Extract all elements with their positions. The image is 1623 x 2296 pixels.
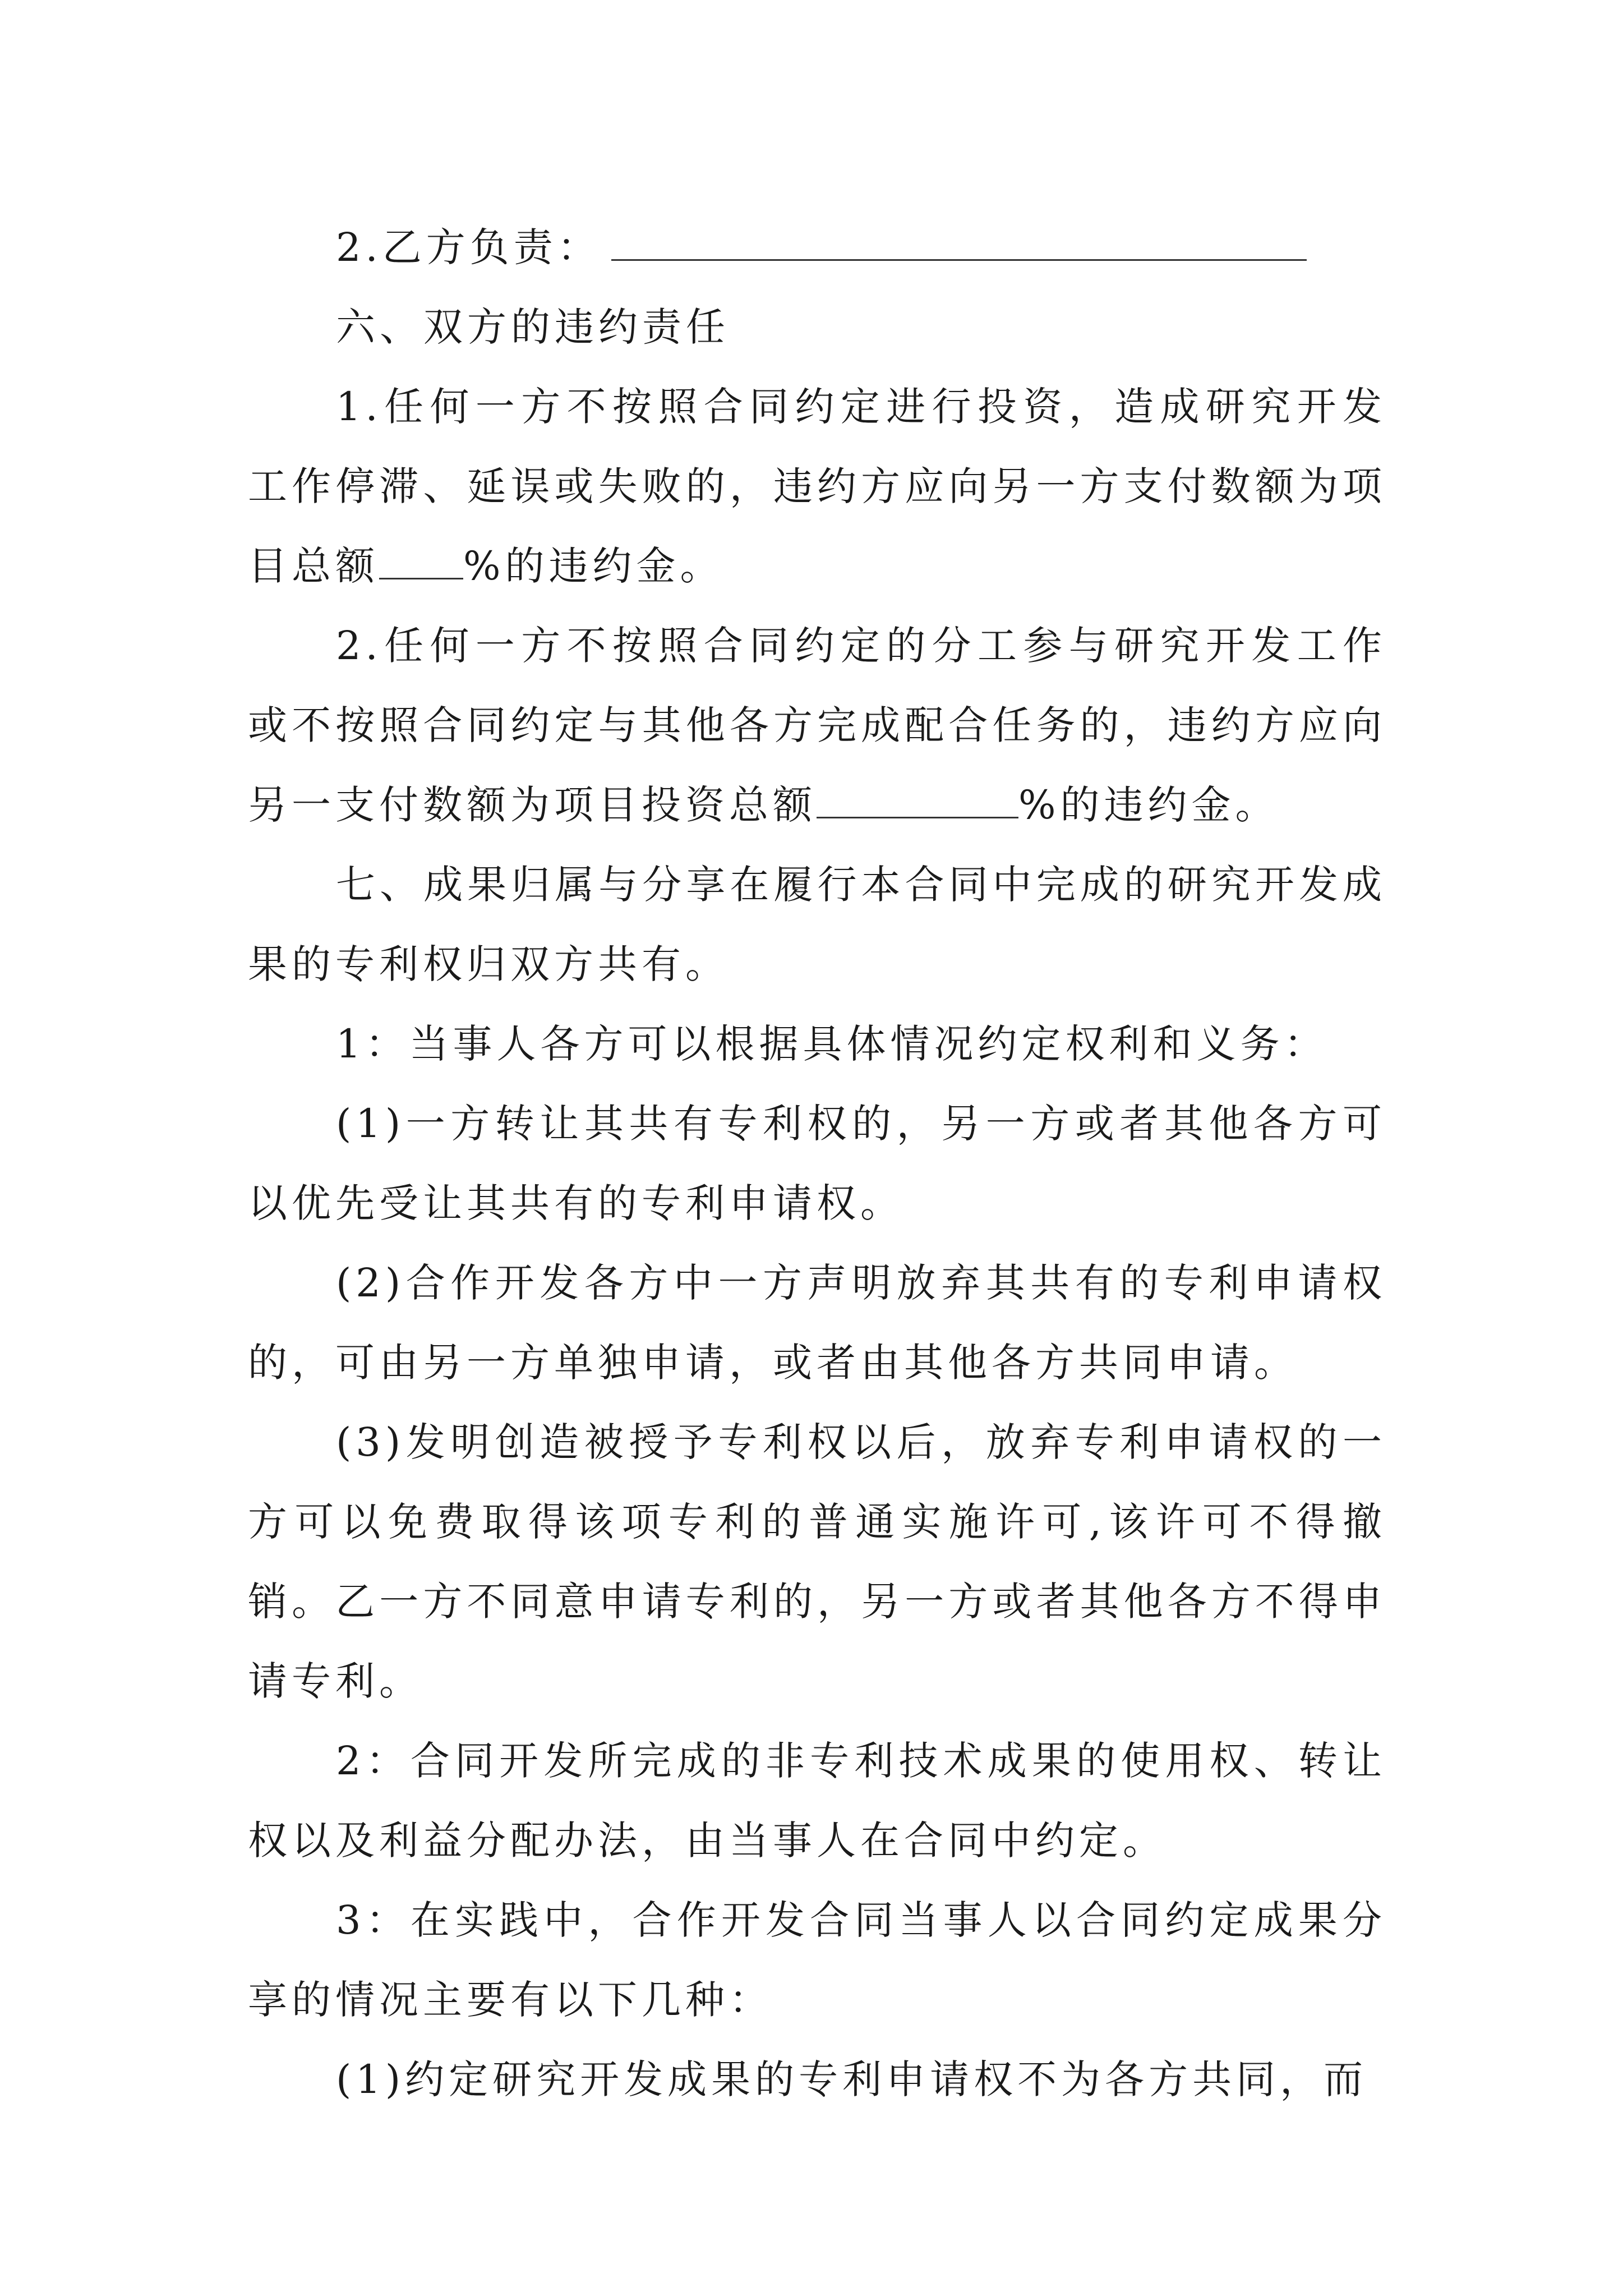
section-breach-liability-heading: 六、双方的违约责任 bbox=[336, 304, 730, 350]
clause-sharing-practice: 3：在实践中，合作开发合同当事人以合同约定成果分享的情况主要有以下几种： bbox=[248, 1897, 1386, 2023]
clause-investment-breach-text: 1.任何一方不按照合同约定进行投资，造成研究开发工作停滞、延误或失败的，违约方应向另一方支付数额为项目总额 bbox=[248, 384, 1386, 589]
clause-party-b-responsibility bbox=[248, 208, 1386, 287]
clause-cooperation-breach-text: 2.任何一方不按照合同约定的分工参与研究开发工作或不按照合同约定与其他各方完成配合任务的，违约方应向另一支付数额为项目投资总额 bbox=[248, 623, 1386, 828]
clause-waive-application: (2)合作开发各方中一方声明放弃其共有的专利申请权的，可由另一方单独申请，或者由其他各方共同申请。 bbox=[248, 1260, 1386, 1386]
clause-investment-breach bbox=[248, 367, 1386, 606]
investment-penalty-percent-blank[interactable] bbox=[379, 539, 463, 579]
clause-transfer-priority: (1)一方转让其共有专利权的，另一方或者其他各方可以优先受让其共有的专利申请权。 bbox=[248, 1101, 1386, 1226]
clause-free-license: (3)发明创造被授予专利权以后，放弃专利申请权的一方可以免费取得该项专利的普通实施许可,该许可不得撤销。乙一方不同意申请专利的，另一方或者其他各方不得申请专利。 bbox=[248, 1419, 1386, 1704]
clause-rights-obligations: 1：当事人各方可以根据具体情况约定权利和义务： bbox=[336, 1021, 1328, 1067]
clause-cooperation-breach bbox=[248, 606, 1386, 845]
document-page bbox=[248, 208, 1386, 2119]
party-b-blank-line[interactable] bbox=[611, 220, 1307, 261]
cooperation-penalty-percent-blank[interactable] bbox=[817, 777, 1018, 818]
clause-non-patent-results: 2：合同开发所完成的非专利技术成果的使用权、转让权以及利益分配办法，由当事人在合同中约定。 bbox=[248, 1738, 1386, 1864]
party-b-label: 2.乙方负责： bbox=[336, 224, 601, 270]
section-results-ownership: 七、成果归属与分享在履行本合同中完成的研究开发成果的专利权归双方共有。 bbox=[248, 862, 1386, 987]
clause-cooperation-breach-suffix: %的违约金。 bbox=[1018, 782, 1279, 828]
clause-sharing-option-1: (1)约定研究开发成果的专利申请权不为各方共同，而 bbox=[336, 2056, 1368, 2102]
clause-investment-breach-suffix: %的违约金。 bbox=[463, 543, 724, 589]
